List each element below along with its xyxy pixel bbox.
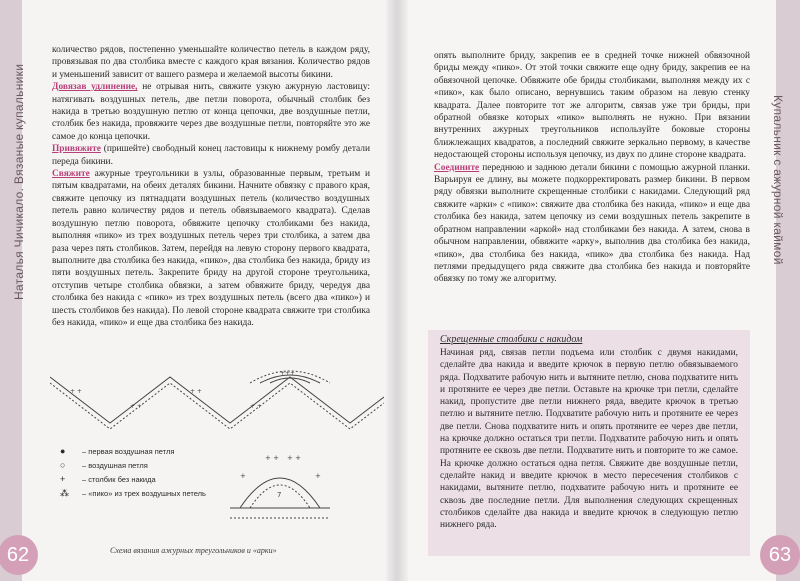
right-body-text <box>434 50 750 286</box>
svg-text:+ +: + + <box>130 403 142 410</box>
svg-text:+ +: + + <box>190 388 202 395</box>
crochet-triangle-diagram <box>50 363 384 433</box>
paragraph: Свяжите ажурные треугольники в узлы, образованные первым, третьим и пятым квадратами, на обеих деталях бикини. Начните обвязку с правого края, свяжите цепочку из пятнадцати воздушных петель (количество воздушных петель равно количеству рядов и петель обвязываемого квадрата). Сделав воздушную петлю поворота, обвяжите цепочку столбиками без накида, выполняя «пико» из трех воздушных петель через три столбика, а затем два раза через пять столбиков. Затем, перейдя на левую сторону первого квадрата, выполните два столбика без накида, «пико», два столбика без накида, бриду из пяти воздушных петель. Закрепите бриду на другой стороне треугольника, отступив четыре столбика обвязки, а затем обвяжите бриду, чередуя два столбика без накида с «пико» из трех воздушных петель (всего два «пико») и шесть столбиков без накида). По левой стороне квадрата свяжите три столбика без накида, «пико» и еще два столбика без накида. <box>52 169 370 328</box>
box-text: Начиная ряд, связав петли подъема или столбик с двумя накидами, сделайте два накида и введите крючок в первую петлю обвязываемого ряда. Подхватите рабочую нить и вытяните петлю, снова подхватите нить и протяните ее через две петли. Оставьте на крючке три петли, сделайте накид, пропустите две петли нижнего ряда, введите крючок в третью петлю и вытяните петлю. Подхватите рабочую нить и протяните ее через две петли. Снова подхватите нить и опять протяните ее через две петли, на крючке должно остаться три петли. Подхватите рабочую нить и опять протяните ее сквозь две петли. Подхватите нить и повторите то же самое. На крючке должно остаться одна петля. Свяжите две воздушные петли, сделайте накид и введите крючок в место пересечения столбиков с накидами, вытяните петлю, подхватите рабочую нить и протяните ее сквозь две последние петли. Для выполнения следующих скрещенных столбиков сделайте два накида и введите крючок в следующую петлю нижнего ряда. <box>440 348 738 531</box>
svg-text:+ +: + + <box>265 454 279 462</box>
legend-item: ⁂ – «пико» из трех воздушных петель <box>60 487 206 498</box>
stitch-instruction-box <box>428 330 750 556</box>
page-number-left: 62 <box>0 535 38 575</box>
legend-item: ● – первая воздушная петля <box>60 446 175 456</box>
book-gutter <box>386 0 408 581</box>
paragraph: Довязав удлинение, не отрывая нить, свяжите узкую ажурную ластовицу: натягивать воздушных петель, две петли поворота, обычный столбик без накида в третью воздушную петлю от конца цепочки, две воздушные петли, столбик без накида, провяжите через две воздушные петли, повторяйте это же самое до конца цепочки. <box>52 82 370 142</box>
svg-text:+: + <box>315 472 321 480</box>
svg-text:+ +: + + <box>287 454 301 462</box>
svg-text:+ +: + + <box>70 388 82 395</box>
svg-text:+ +: + + <box>250 403 262 410</box>
svg-text:+: + <box>240 472 246 480</box>
arch-stitch-diagram <box>225 448 335 530</box>
box-title: Скрещенные столбики с накидом <box>440 334 583 345</box>
left-body-text <box>52 44 370 329</box>
svg-text:+++: +++ <box>280 370 296 377</box>
paragraph: опять выполните бриду, закрепив ее в средней точке нижней обвязочной бриды между «пико». От этой точки свяжите еще одну бриду, закрепив ее на обвязочной цепочке. Обвяжите обе бриды столбиками, выполняя между их с «пико», как было описано, вернувшись таким образом на левую стенку квадрата. Далее повторите тот же алгоритм, связав уже три бриды, при обратной обвязке которых «пико» выполнять не нужно. При вязании внутренних ажурных треугольников используйте боковые стороны ближлежащих квадратов, а последний свяжите зеркально первому, в качестве недостающей стороны используя цепочку, из двух по длине стороне квадрата. <box>434 51 750 161</box>
paragraph: Привяжите (пришейте) свободный конец ластовицы к нижнему ромбу детали переда бикини. <box>52 144 370 167</box>
paragraph: Соедините переднюю и заднюю детали бикини с помощью ажурной планки. Варьируя ее длину, вы можете подкорректировать размер бикини. В первом ряду обвязки выполните скрещенные столбики с накидами. Следующий ряд свяжите «арки» с «пико»: свяжите два столбика без накида, «пико» и еще два столбика без накида, затем цепочку из семи воздушных петель закрепите в обратном направлении «аркой» над столбиками без накида. А затем, снова в обычном направлении, обвяжите «арку», выполнив два столбика без накида, «пико», два столбика без накида, «пико» два столбика без накида. Над петлями предыдущего ряда свяжите два столбика без накида и повторяйте обвязку по тому же алгоритму. <box>434 162 750 285</box>
legend-item: ○ – воздушная петля <box>60 460 148 470</box>
diagram-legend <box>60 444 206 500</box>
right-running-title: Купальник с ажурной каймой <box>771 95 785 265</box>
figure-caption: Схема вязания ажурных треугольников и «арки» <box>110 546 277 555</box>
page-number-right: 63 <box>760 535 800 575</box>
right-side-band <box>776 0 800 581</box>
left-running-title: Наталья Чичикало. Вязаные купальники <box>12 63 26 300</box>
diagram-row-number: 7 <box>277 491 282 499</box>
legend-item: + – столбик без накида <box>60 474 156 484</box>
paragraph: количество рядов, постепенно уменьшайте количество петель в каждом ряду, провязывая по два столбика вместе с каждого края вязания. Количество рядов и уменьшений зависит от вашего размера и желаемой высоты бикини. <box>52 45 370 80</box>
